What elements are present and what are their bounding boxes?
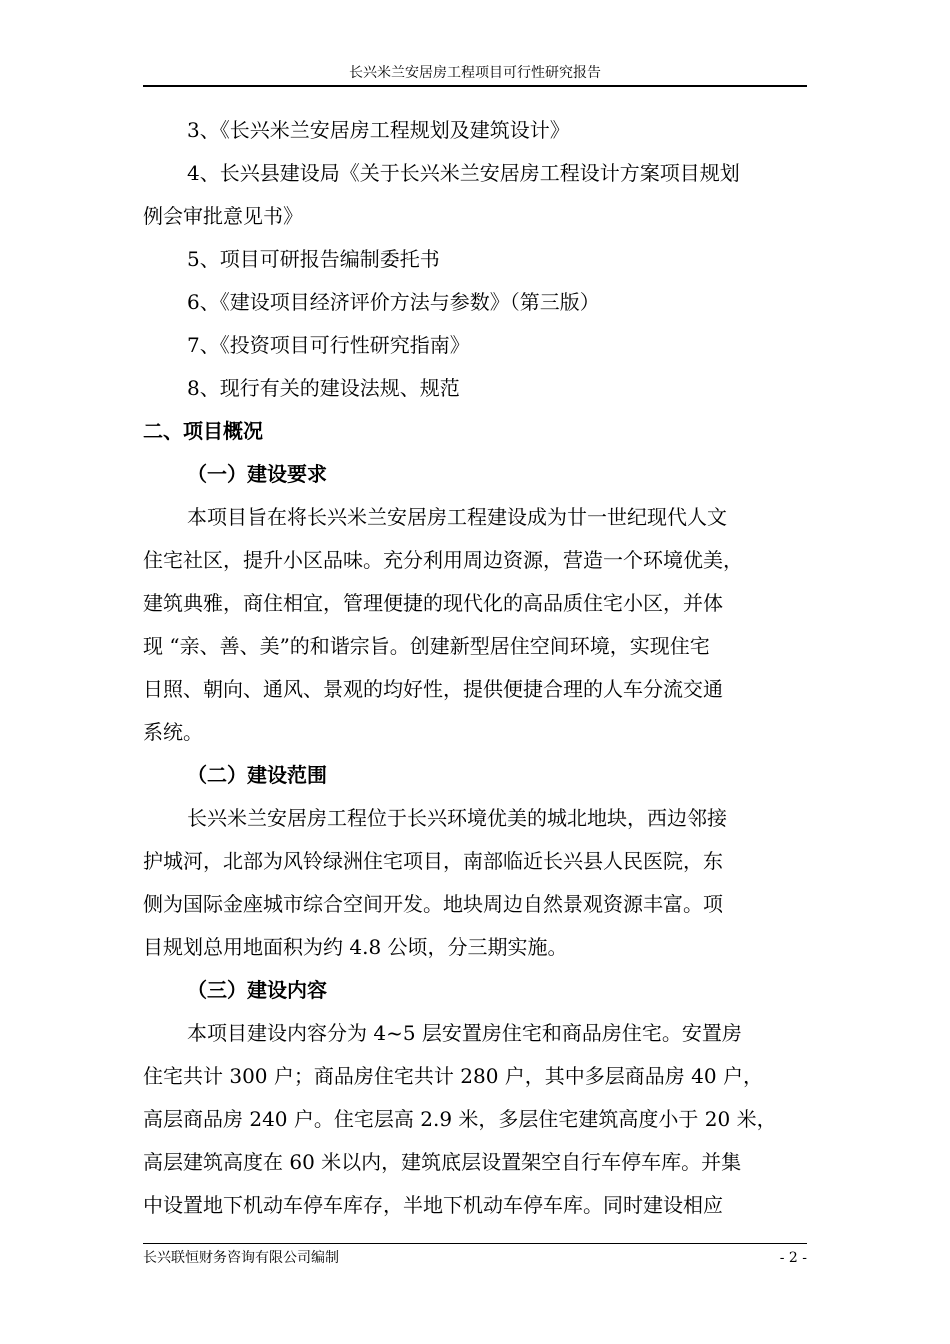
- document-body: [143, 109, 807, 1227]
- paragraph-line: 中设置地下机动车停车库存，半地下机动车停车库。同时建设相应: [143, 1193, 723, 1217]
- section-heading-project-overview: 二、项目概况: [143, 419, 263, 443]
- header-divider: [143, 85, 807, 87]
- paragraph-line: 本项目建设内容分为 4~5 层安置房住宅和商品房住宅。安置房: [187, 1021, 742, 1045]
- paragraph-line: 现 “亲、善、美”的和谐宗旨。创建新型居住空间环境，实现住宅: [143, 634, 710, 658]
- footer-company: 长兴联恒财务咨询有限公司编制: [143, 1250, 339, 1266]
- reference-item-4: 4、长兴县建设局《关于长兴米兰安居房工程设计方案项目规划: [187, 161, 740, 185]
- paragraph-line: 本项目旨在将长兴米兰安居房工程建设成为廿一世纪现代人文: [187, 505, 727, 529]
- paragraph-line: 日照、朝向、通风、景观的均好性，提供便捷合理的人车分流交通: [143, 677, 723, 701]
- paragraph-line: 长兴米兰安居房工程位于长兴环境优美的城北地块，西边邻接: [187, 806, 727, 830]
- paragraph-line: 高层商品房 240 户。住宅层高 2.9 米，多层住宅建筑高度小于 20 米，: [143, 1107, 777, 1131]
- paragraph-line: 护城河，北部为风铃绿洲住宅项目，南部临近长兴县人民医院，东: [143, 849, 723, 873]
- paragraph-line: 住宅共计 300 户；商品房住宅共计 280 户，其中多层商品房 40 户，: [143, 1064, 763, 1088]
- reference-item-8: 8、现行有关的建设法规、规范: [187, 376, 460, 400]
- footer-divider: [143, 1243, 807, 1244]
- subsection-heading-scope: （二）建设范围: [187, 763, 327, 787]
- paragraph-line: 建筑典雅，商住相宜，管理便捷的现代化的高品质住宅小区，并体: [143, 591, 723, 615]
- paragraph-line: 高层建筑高度在 60 米以内，建筑底层设置架空自行车停车库。并集: [143, 1150, 742, 1174]
- reference-item-4-continued: 例会审批意见书》: [143, 204, 303, 228]
- paragraph-line: 住宅社区，提升小区品味。充分利用周边资源，营造一个环境优美，: [143, 548, 743, 572]
- paragraph-line: 系统。: [143, 720, 203, 744]
- reference-item-5: 5、项目可研报告编制委托书: [187, 247, 440, 271]
- reference-item-3: 3、《长兴米兰安居房工程规划及建筑设计》: [187, 118, 570, 142]
- subsection-heading-requirements: （一）建设要求: [187, 462, 327, 486]
- paragraph-line: 目规划总用地面积为约 4.8 公顷，分三期实施。: [143, 935, 568, 959]
- reference-item-6: 6、《建设项目经济评价方法与参数》（第三版）: [187, 290, 600, 314]
- subsection-heading-content: （三）建设内容: [187, 978, 327, 1002]
- paragraph-line: 侧为国际金座城市综合空间开发。地块周边自然景观资源丰富。项: [143, 892, 723, 916]
- page-number: - 2 -: [779, 1250, 807, 1266]
- reference-item-7: 7、《投资项目可行性研究指南》: [187, 333, 470, 357]
- page-header-title: 长兴米兰安居房工程项目可行性研究报告: [349, 65, 601, 81]
